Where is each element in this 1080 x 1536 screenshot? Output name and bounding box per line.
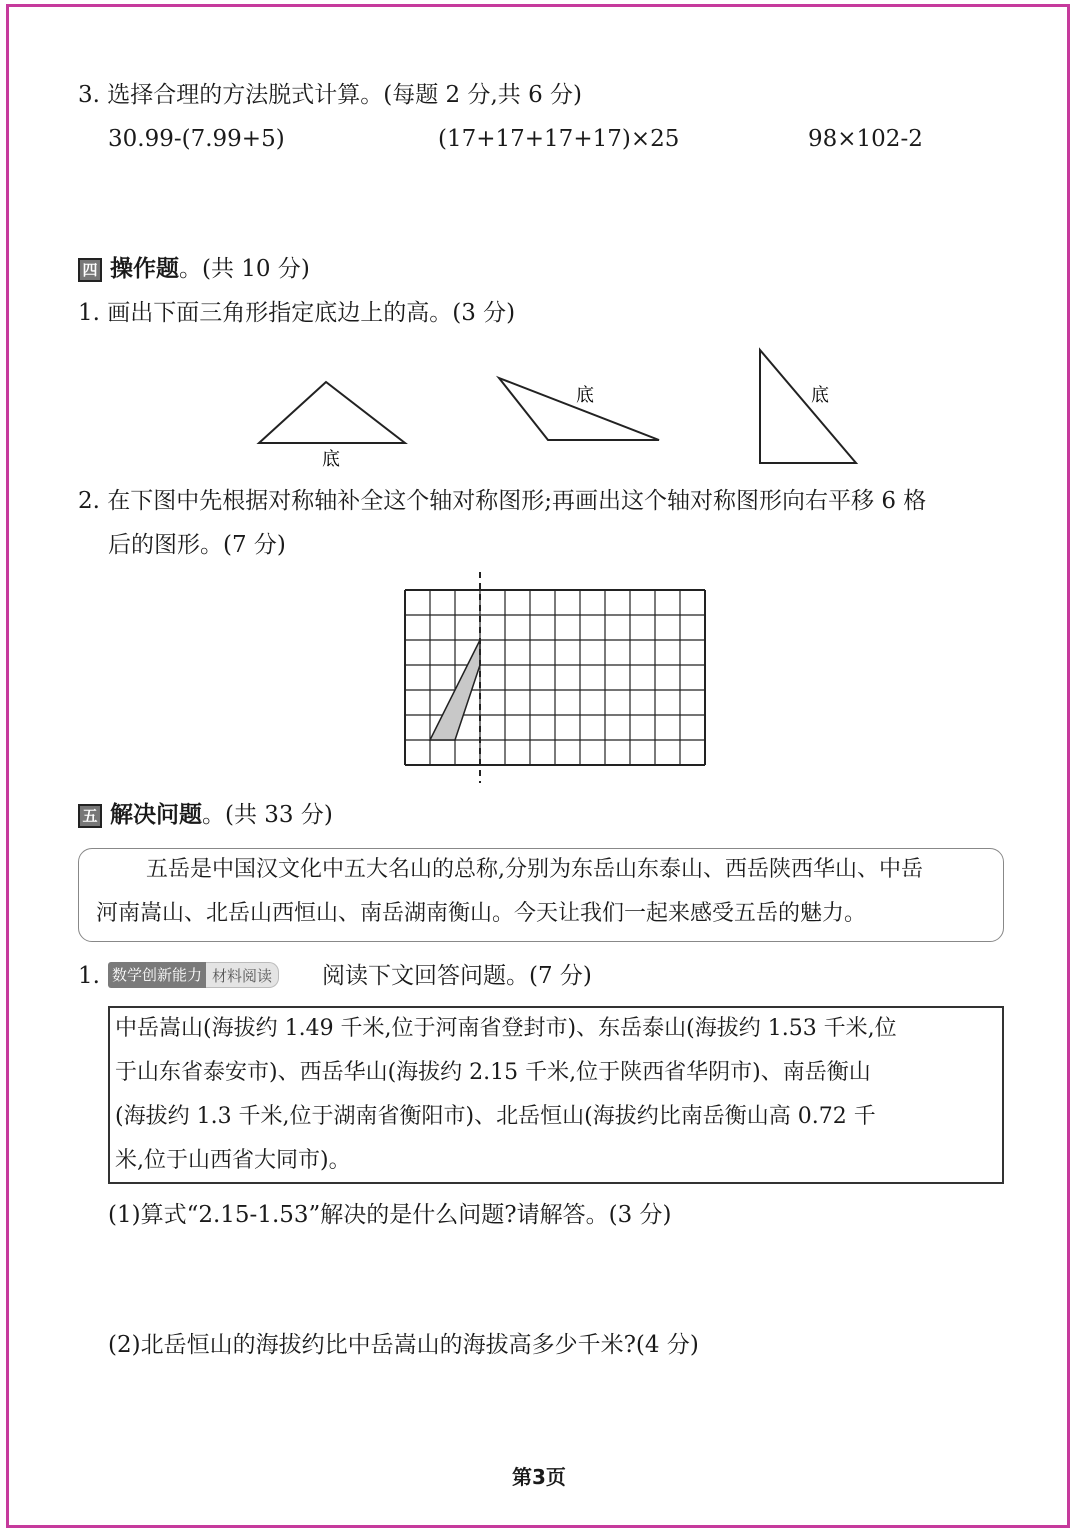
section4-q2-line2: 后的图形。(7 分) <box>108 532 286 558</box>
triangle-3-base-label: 底 <box>811 385 829 406</box>
q3-expr-2: (17+17+17+17)×25 <box>438 126 680 152</box>
tag-material-reading: 材料阅读 <box>206 962 279 988</box>
section4-q2-line1: 2. 在下图中先根据对称轴补全这个轴对称图形;再画出这个轴对称图形向右平移 6 格 <box>78 488 927 514</box>
sub-question-1: (1)算式“2.15-1.53”解决的是什么问题?请解答。(3 分) <box>108 1202 672 1228</box>
reading-line-1: 中岳嵩山(海拔约 1.49 千米,位于河南省登封市)、东岳泰山(海拔约 1.53 千米,位 <box>115 1016 897 1041</box>
reading-tag <box>108 962 279 988</box>
intro-line-1: 五岳是中国汉文化中五大名山的总称,分别为东岳山东泰山、西岳陕西华山、中岳 <box>146 857 923 882</box>
tag-innovation: 数学创新能力 <box>108 962 206 988</box>
q3-title: 3. 选择合理的方法脱式计算。(每题 2 分,共 6 分) <box>78 82 583 108</box>
section4-q1: 1. 画出下面三角形指定底边上的高。(3 分) <box>78 300 516 326</box>
section5-badge: 五 <box>78 804 102 828</box>
section4-badge: 四 <box>78 258 102 282</box>
q3-expr-3: 98×102-2 <box>808 126 923 152</box>
section5-score: 。(共 33 分) <box>202 802 333 828</box>
section4-score: 。(共 10 分) <box>179 256 310 282</box>
section5-q1-number: 1. <box>78 963 100 989</box>
reading-line-2: 于山东省泰安市)、西岳华山(海拔约 2.15 千米,位于陕西省华阴市)、南岳衡山 <box>115 1060 871 1085</box>
page-number: 第3页 <box>512 1465 566 1489</box>
triangle-1-base-label: 底 <box>322 449 340 470</box>
section5-heading <box>110 800 333 830</box>
reading-line-3: (海拔约 1.3 千米,位于湖南省衡阳市)、北岳恒山(海拔约比南岳衡山高 0.72 千 <box>115 1104 876 1129</box>
q3-expr-1: 30.99-(7.99+5) <box>108 126 285 152</box>
section4-title: 操作题 <box>110 256 179 282</box>
sub-question-2: (2)北岳恒山的海拔约比中岳嵩山的海拔高多少千米?(4 分) <box>108 1332 699 1358</box>
intro-line-2: 河南嵩山、北岳山西恒山、南岳湖南衡山。今天让我们一起来感受五岳的魅力。 <box>96 901 867 926</box>
triangle-2-base-label: 底 <box>576 385 594 406</box>
section5-q1-text: 阅读下文回答问题。(7 分) <box>322 963 592 989</box>
reading-line-4: 米,位于山西省大同市)。 <box>115 1148 351 1173</box>
section5-title: 解决问题 <box>110 802 202 828</box>
